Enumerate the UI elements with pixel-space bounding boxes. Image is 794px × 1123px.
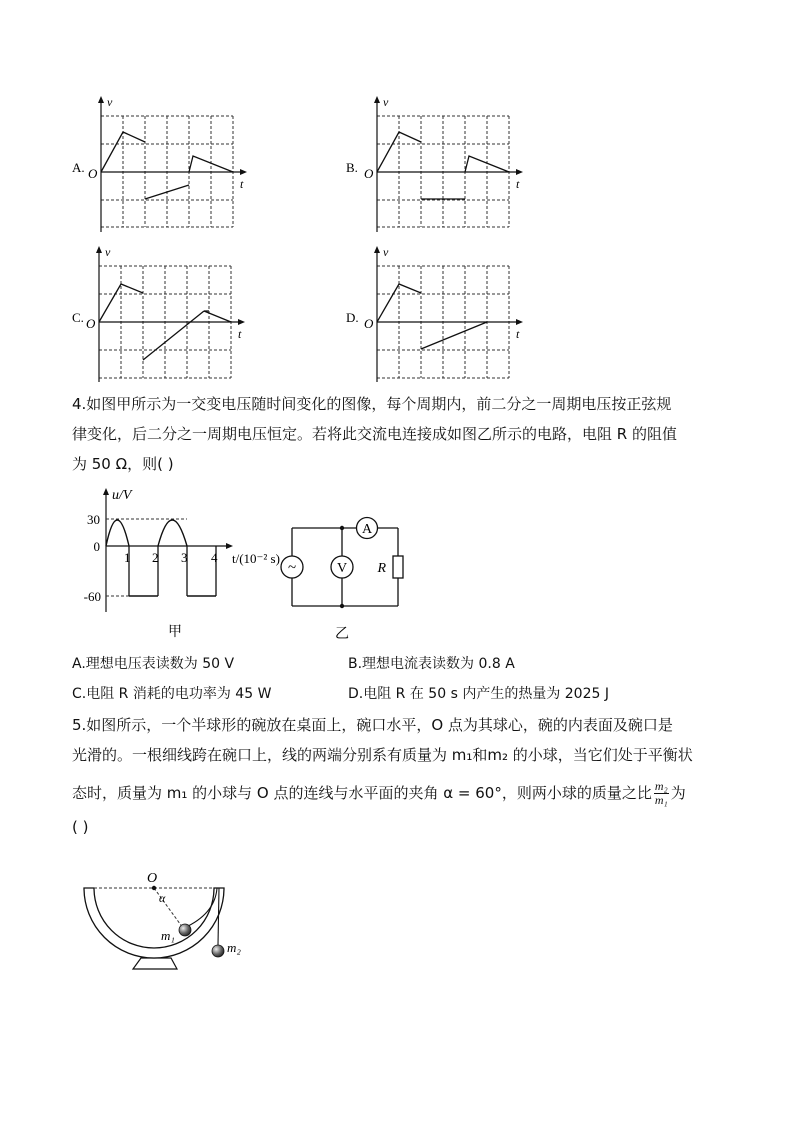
q5-line-2: 光滑的。一根细线跨在碗口上，线的两端分别系有质量为 m₁和m₂ 的小球，当它们处于平衡状 (72, 746, 693, 764)
figure-jia-voltage-graph (70, 484, 280, 642)
x-tick: 3 (181, 550, 188, 565)
q5-stem (72, 710, 732, 842)
x-tick: 2 (152, 550, 159, 565)
v-axis-label: v (383, 95, 389, 109)
q5-line-4: ( ) (72, 818, 89, 836)
center-point (152, 886, 156, 890)
q5-line-3 (72, 778, 732, 808)
ball-m1-label: m₁ (161, 928, 175, 943)
curve-negative (421, 322, 487, 349)
ball-m1 (179, 924, 191, 936)
vt-graph-c (70, 242, 255, 387)
y-tick: 30 (87, 512, 100, 527)
q4-option-c[interactable]: C.电阻 R 消耗的电功率为 45 W (72, 686, 272, 702)
q4-line-1: 4.如图甲所示为一交变电压随时间变化的图像，每个周期内，前二分之一周期电压按正弦规 (72, 395, 672, 413)
ball-m2-label: m₂ (227, 940, 241, 955)
y-tick: 0 (93, 539, 100, 554)
voltmeter-label: V (336, 561, 348, 576)
x-axis-label: t/(10⁻² s) (232, 551, 280, 566)
q5-line-3-end: 为 (670, 784, 686, 802)
fraction-numerator: m₂ (654, 779, 668, 793)
q5-line-3-text: 态时，质量为 m₁ 的小球与 O 点的连线与水平面的夹角 α = 60°，则两小球的质量之比 (72, 784, 652, 802)
vt-graph-a (70, 92, 255, 237)
vt-graph-b (346, 92, 531, 237)
q4-line-3: 为 50 Ω，则( ) (72, 455, 174, 473)
graph-letter: D. (346, 310, 359, 325)
q4-stem (72, 389, 732, 479)
graph-letter: C. (72, 310, 84, 325)
center-label: O (147, 871, 158, 886)
t-axis-label: t (516, 177, 520, 191)
figure-caption-yi: 乙 (335, 627, 349, 642)
t-axis-label: t (238, 327, 242, 341)
fraction-denominator: m₁ (654, 793, 668, 807)
t-axis-label: t (516, 327, 520, 341)
q4-option-a[interactable]: A.理想电压表读数为 50 V (72, 656, 235, 672)
origin-label: O (86, 316, 96, 331)
figure-yi-circuit (280, 510, 420, 645)
bowl-figure (75, 862, 265, 980)
figure-caption-jia: 甲 (168, 625, 182, 640)
v-axis-label: v (105, 245, 111, 259)
y-axis-label: u/V (112, 488, 132, 503)
origin-label: O (364, 166, 374, 181)
q4-option-d[interactable]: D.电阻 R 在 50 s 内产生的热量为 2025 J (348, 686, 609, 702)
resistor-label: R (377, 561, 386, 576)
q5-line-1: 5.如图所示，一个半球形的碗放在桌面上，碗口水平，O 点为其球心，碗的内表面及碗口是 (72, 716, 673, 734)
q4-line-2: 律变化，后二分之一周期电压恒定。若将此交流电连接成如图乙所示的电路，电阻 R 的阻值 (72, 425, 677, 443)
v-axis-label: v (107, 95, 113, 109)
origin-label: O (88, 166, 98, 181)
vt-graph-d (346, 242, 531, 387)
v-axis-label: v (383, 245, 389, 259)
ball-m2 (212, 945, 224, 957)
curve-negative (143, 311, 204, 360)
graph-letter: A. (72, 160, 85, 175)
x-tick: 4 (211, 550, 218, 565)
q4-option-b[interactable]: B.理想电流表读数为 0.8 A (348, 656, 515, 672)
y-tick: -60 (83, 589, 101, 604)
x-tick: 1 (124, 550, 131, 565)
source-label: ~ (287, 560, 297, 576)
bowl-shell (84, 888, 224, 958)
bowl-stand (133, 958, 177, 969)
origin-label: O (364, 316, 374, 331)
graph-letter: B. (346, 160, 358, 175)
ammeter-label: A (361, 522, 373, 537)
curve-return (204, 311, 231, 322)
t-axis-label: t (240, 177, 244, 191)
angle-label: α (159, 891, 166, 905)
mass-ratio-fraction (654, 780, 669, 807)
resistor (393, 556, 403, 578)
